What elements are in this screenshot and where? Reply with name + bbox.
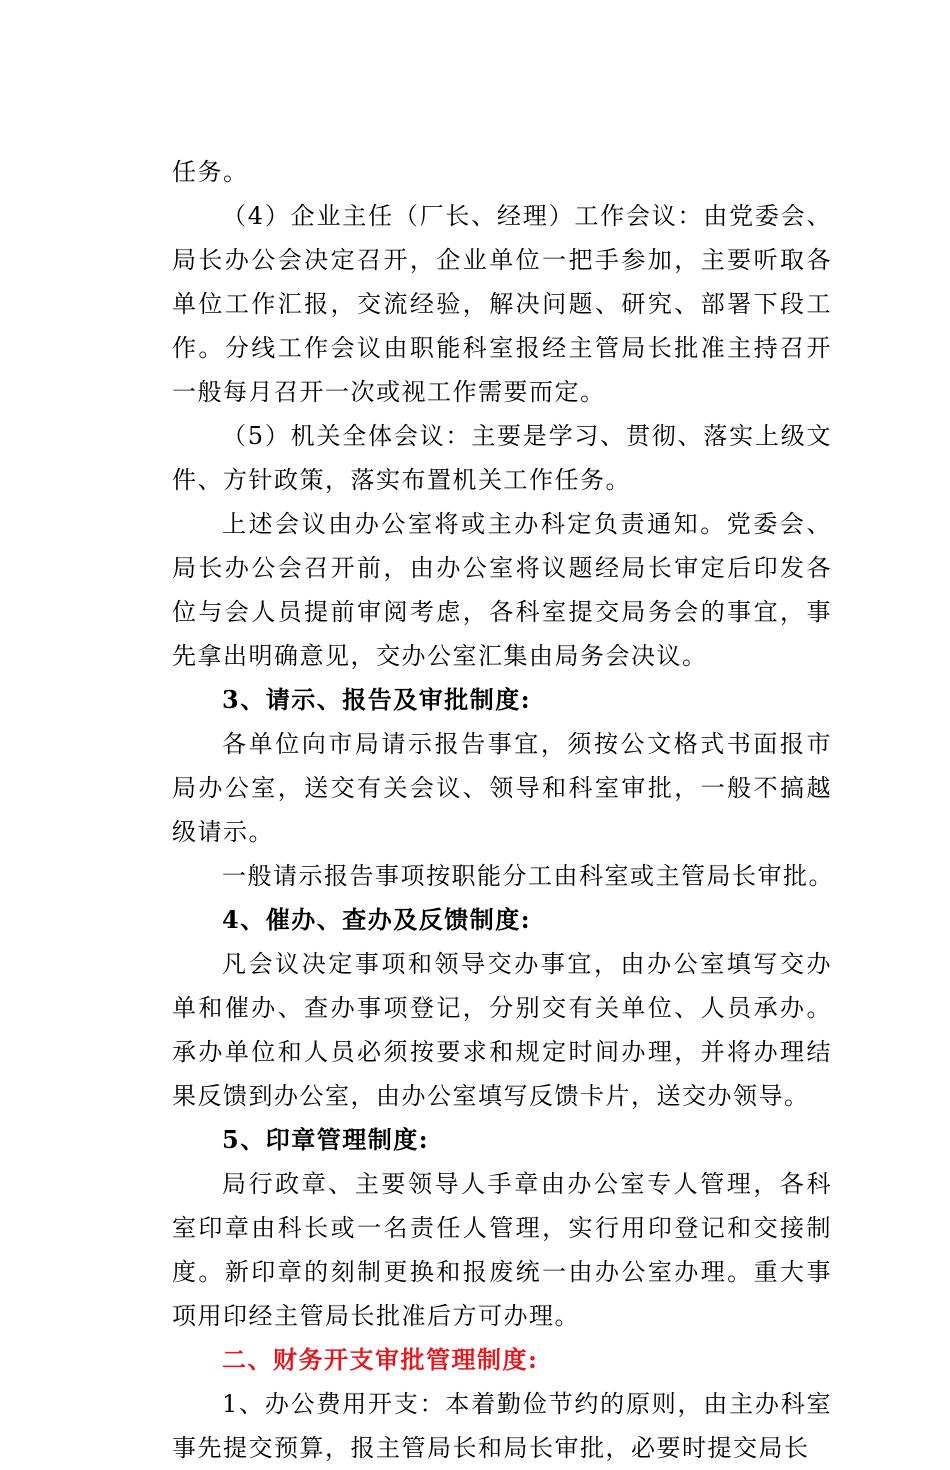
paragraph-meeting-notice: 上述会议由办公室将或主办科定负责通知。党委会、局长办公会召开前，由办公室将议题经局长审定后印发各位与会人员提前审阅考虑，各科室提交局务会的事宜，事先拿出明确意见，交办公室汇集由局务会决议。: [172, 510, 832, 670]
paragraph-request-report: 各单位向市局请示报告事宜，须按公文格式书面报市局办公室，送交有关会议、领导和科室审批，一般不搞越级请示。: [172, 730, 832, 846]
paragraph-follow-up: 凡会议决定事项和领导交办事宜，由办公室填写交办单和催办、查办事项登记，分别交有关单位、人员承办。承办单位和人员必须按要求和规定时间办理，并将办理结果反馈到办公室，由办公室填写反馈卡片，送交办领导。: [172, 950, 832, 1110]
paragraph-enterprise-meeting: （4）企业主任（厂长、经理）工作会议：由党委会、局长办公会决定召开，企业单位一把手参加，主要听取各单位工作汇报，交流经验，解决问题、研究、部署下段工作。分线工作会议由职能科室报经主管局长批准主持召开一般每月召开一次或视工作需要而定。: [172, 202, 832, 406]
paragraph-seal-management: 局行政章、主要领导人手章由办公室专人管理，各科室印章由科长或一名责任人管理，实行用印登记和交接制度。新印章的刻制更换和报废统一由办公室办理。重大事项用印经主管局长批准后方可办理。: [172, 1170, 832, 1330]
paragraph-staff-meeting: （5）机关全体会议：主要是学习、贯彻、落实上级文件、方针政策，落实布置机关工作任务。: [172, 422, 832, 494]
heading-follow-up: 4、催办、查办及反馈制度:: [222, 905, 532, 934]
paragraph-approval: 一般请示报告事项按职能分工由科室或主管局长审批。: [222, 862, 834, 890]
document-body: [172, 150, 832, 1470]
heading-finance-approval: 二、财务开支审批管理制度:: [222, 1345, 539, 1374]
heading-seal-management: 5、印章管理制度:: [222, 1125, 430, 1154]
paragraph-task-end: 任务。: [172, 158, 249, 186]
paragraph-office-expense: 1、办公费用开支：本着勤俭节约的原则，由主办科室事先提交预算，报主管局长和局长审批，必要时提交局长: [172, 1390, 832, 1462]
heading-request-report: 3、请示、报告及审批制度:: [222, 685, 532, 714]
